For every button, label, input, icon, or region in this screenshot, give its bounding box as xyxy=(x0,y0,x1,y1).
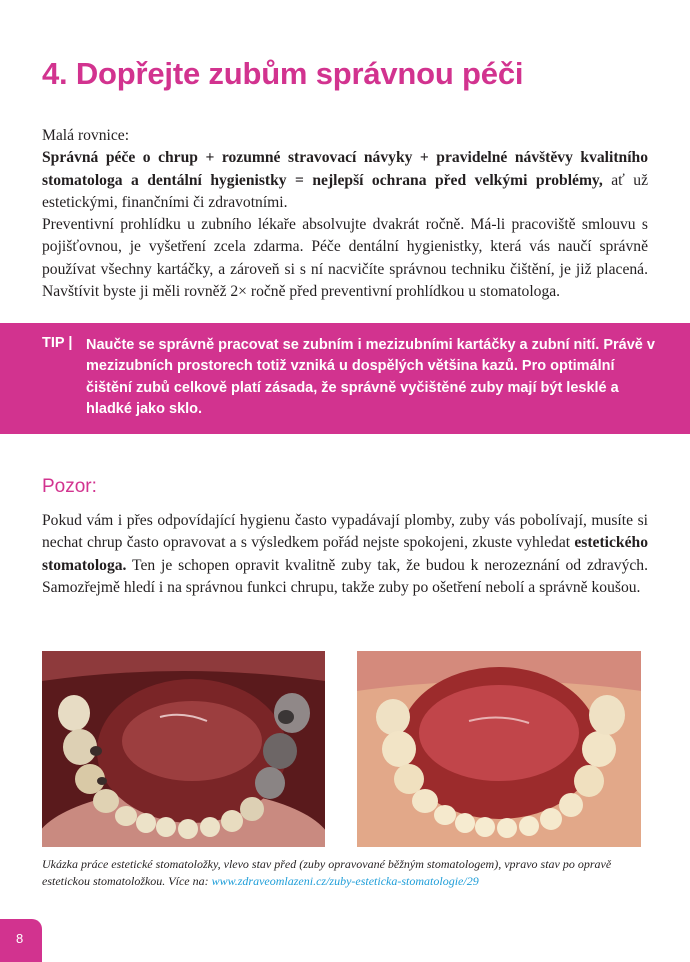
warning-text-end: Ten je schopen opravit kvalitně zuby tak, že budou k nerozeznání od zdravých. Samozřejmě hledí i na správnou funkci chrupu, takže zuby po ošetření nebolí a správně koušou. xyxy=(42,556,648,596)
photo-caption xyxy=(42,856,648,890)
caption-link[interactable]: www.zdraveomlazeni.cz/zuby-esteticka-stomatologie/29 xyxy=(211,874,479,888)
warning-paragraph xyxy=(42,510,648,599)
intro-section xyxy=(42,125,648,303)
tip-label: TIP | xyxy=(42,335,73,351)
warning-heading: Pozor: xyxy=(42,476,97,497)
equation-paragraph xyxy=(42,147,648,214)
after-photo-illustration xyxy=(357,651,641,847)
after-photo xyxy=(357,651,641,847)
before-photo-illustration xyxy=(42,651,325,847)
warning-text-start: Pokud vám i přes odpovídající hygienu často vypadávají plomby, zuby vás pobolívají, musíte si nechat chrup často opravovat a s výsledkem pořád nejste spokojeni, zkuste vyhledat xyxy=(42,512,648,552)
caption-text: Ukázka práce estetické stomatoložky, vlevo stav před (zuby opravované běžným stomatologem), vpravo stav po opravě estetickou stomatoložkou. Více na: xyxy=(42,857,612,888)
warning-highlight: estetického stomatologa. xyxy=(42,534,648,574)
tip-text: Naučte se správně pracovat se zubním i mezizubními kartáčky a zubní nití. Právě v mezizubních prostorech totiž vzniká u dospělých většina kazů. Pro optimální čištění zubů celkově platí zásada, že správně vyčištěné zuby mají být lesklé a hladké jako sklo. xyxy=(86,337,655,418)
page-number-tab xyxy=(0,919,42,962)
equation-label: Malá rovnice: xyxy=(42,127,130,144)
before-photo xyxy=(42,651,325,847)
prevention-paragraph: Preventivní prohlídku u zubního lékaře absolvujte dvakrát ročně. Má-li pracoviště smlouvu s pojišťovnou, je vyšetření zcela zdarma. Péče dentální hygienistky, která vás naučí správně používat všechny kartáčky, a zároveň si s ní nacvičíte správnou techniku čištění, je již placená. Navštívit byste ji měli rovněž 2× ročně před preventivní prohlídkou u stomatologa. xyxy=(42,216,648,301)
page-number: 8 xyxy=(16,931,24,946)
tip-box xyxy=(0,323,690,434)
equation-tail: ať už estetickými, finančními či zdravotními. xyxy=(42,171,648,211)
page-title: 4. Dopřejte zubům správnou péči xyxy=(42,56,524,91)
equation-text: Správná péče o chrup + rozumné stravovací návyky + pravidelné návštěvy kvalitního stomatologa a dentální hygienistky = nejlepší ochrana před velkými problémy, xyxy=(42,149,648,189)
